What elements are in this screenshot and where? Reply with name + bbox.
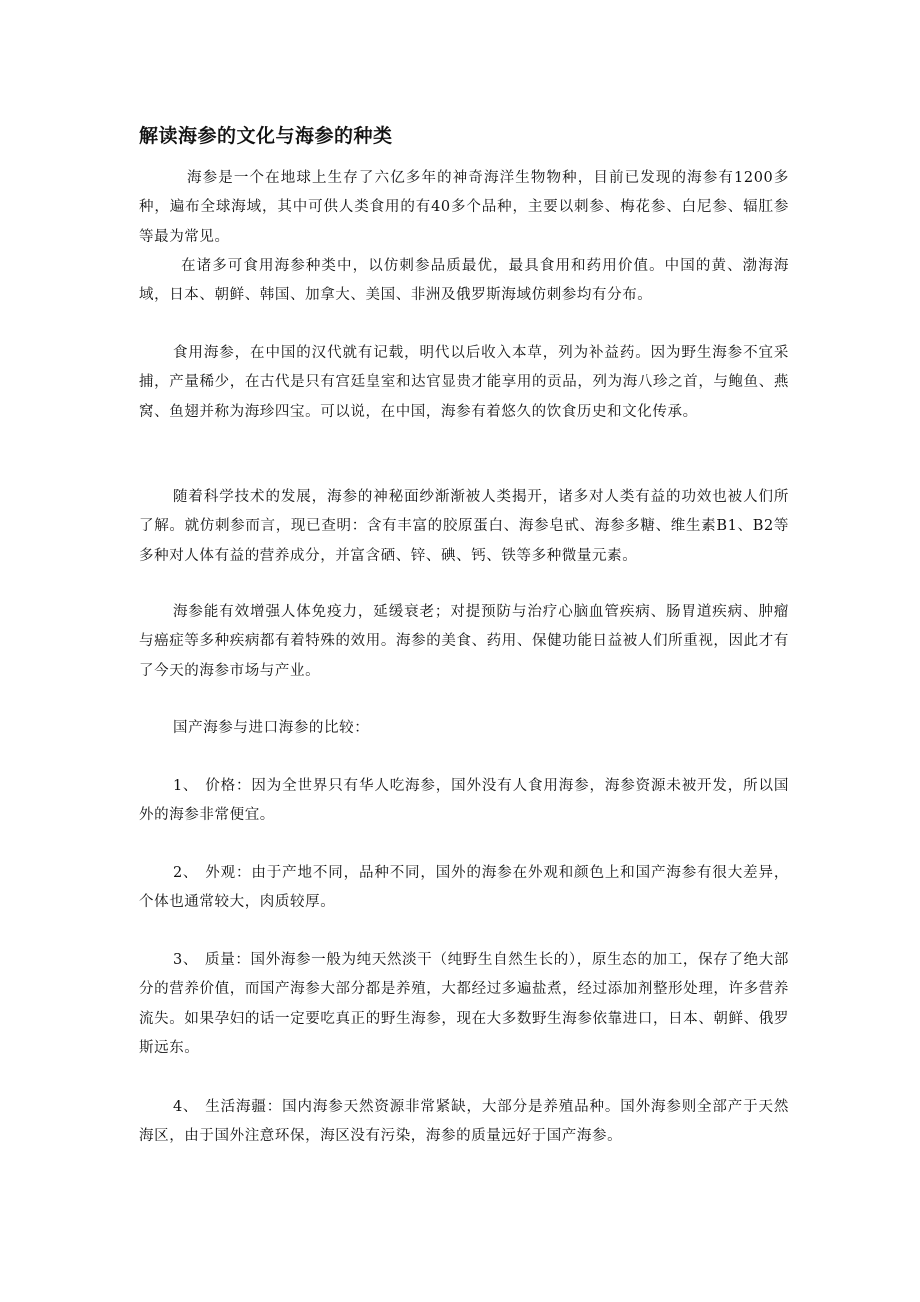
list-item-text: 生活海疆：国内海参天然资源非常紧缺，大部分是养殖品种。国外海参则全部产于天然海区，由于国外注意环保，海区没有污染，海参的质量远好于国产海参。	[139, 1099, 789, 1145]
list-item	[139, 772, 789, 831]
list-item-number: 4、	[173, 1099, 198, 1115]
list-item-text: 外观：由于产地不同，品种不同，国外的海参在外观和颜色上和国产海参有很大差异，个体也通常较大，肉质较厚。	[139, 865, 789, 911]
list-item-number: 2、	[173, 865, 198, 881]
paragraph-benefits: 海参能有效增强人体免疫力，延缓衰老；对提预防与治疗心脑血管疾病、肠胃道疾病、肿瘤与癌症等多种疾病都有着特殊的效用。海参的美食、药用、保健功能日益被人们所重视，因此才有了今天的海参市场与产业。	[139, 604, 789, 679]
paragraph-comparison-heading: 国产海参与进口海参的比较：	[173, 720, 370, 736]
list-item	[139, 946, 789, 1063]
list-item-number: 1、	[173, 778, 198, 794]
paragraph-history: 食用海参，在中国的汉代就有记载，明代以后收入本草，列为补益药。因为野生海参不宜采捕，产量稀少，在古代是只有宫廷皇室和达官显贵才能享用的贡品，列为海八珍之首，与鲍鱼、燕窝、鱼翅并称为海珍四宝。可以说，在中国，海参有着悠久的饮食历史和文化传承。	[139, 345, 789, 420]
paragraph-species: 在诸多可食用海参种类中，以仿刺参品质最优，最具食用和药用价值。中国的黄、渤海海域，日本、朝鲜、韩国、加拿大、美国、非洲及俄罗斯海域仿刺参均有分布。	[139, 258, 789, 304]
list-item	[139, 1093, 789, 1152]
list-item-text: 质量：国外海参一般为纯天然淡干（纯野生自然生长的），原生态的加工，保存了绝大部分的营养价值，而国产海参大部分都是养殖，大都经过多遍盐煮，经过添加剂整形处理，许多营养流失。如果孕妇的话一定要吃真正的野生海参，现在大多数野生海参依靠进口，日本、朝鲜、俄罗斯远东。	[139, 952, 789, 1056]
paragraph-intro: 海参是一个在地球上生存了六亿多年的神奇海洋生物物种，目前已发现的海参有1200多种，遍布全球海域，其中可供人类食用的有40多个品种，主要以刺参、梅花参、白尼参、辐肛参等最为常见。	[139, 170, 789, 245]
paragraph-nutrition: 随着科学技术的发展，海参的神秘面纱渐渐被人类揭开，诸多对人类有益的功效也被人们所了解。就仿刺参而言，现已查明：含有丰富的胶原蛋白、海参皂甙、海参多糖、维生素B1、B2等多种对人体有益的营养成分，并富含硒、锌、碘、钙、铁等多种微量元素。	[139, 489, 789, 564]
list-item	[139, 859, 789, 918]
document-title: 解读海参的文化与海参的种类	[139, 125, 393, 147]
list-item-number: 3、	[173, 952, 198, 968]
list-item-text: 价格：因为全世界只有华人吃海参，国外没有人食用海参，海参资源未被开发，所以国外的海参非常便宜。	[139, 778, 789, 824]
